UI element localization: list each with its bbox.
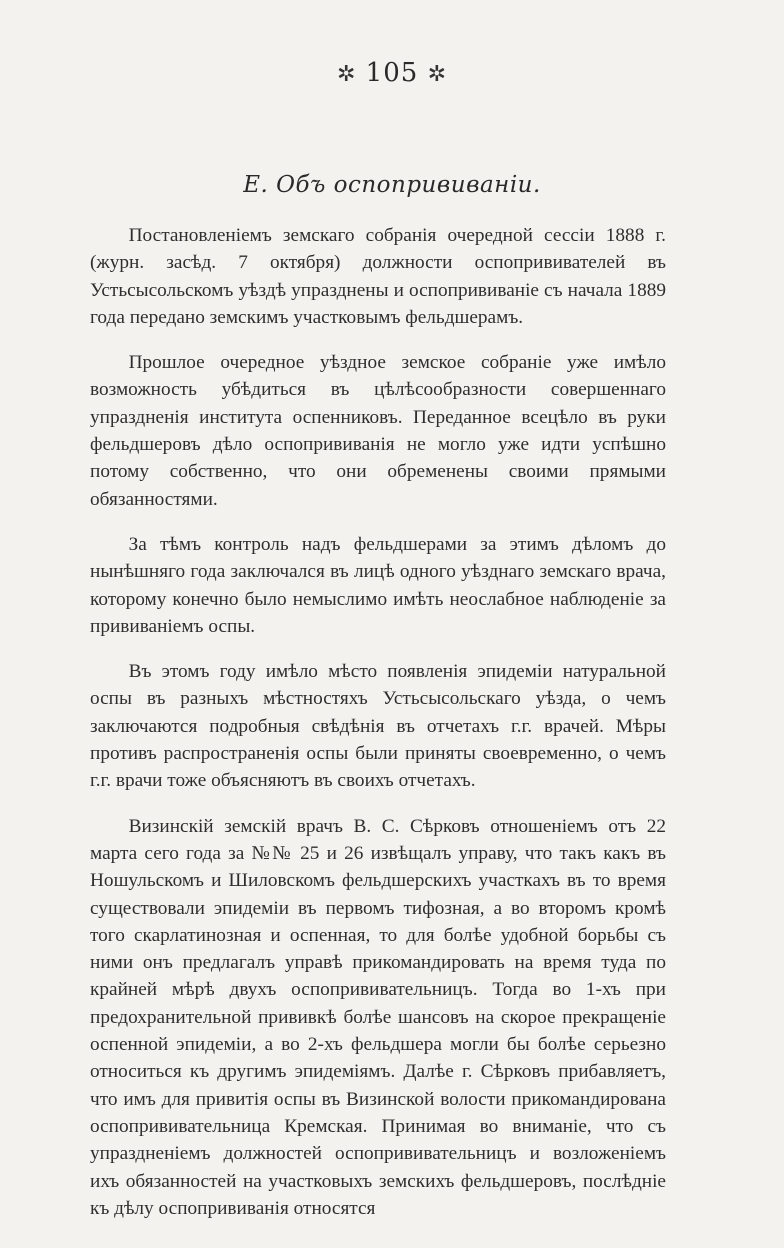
paragraph-2: Прошлое очередное уѣздное земское собраніе уже имѣло возможность убѣдиться въ цѣлѣсообразности совершеннаго упраздненія института оспенниковъ. Переданное всецѣло въ руки фельдшеровъ дѣло оспопрививанія не могло уже идти успѣшно потому собственно, что они обременены своими прямыми обязанностями. <box>90 352 666 510</box>
paragraph-4: Въ этомъ году имѣло мѣсто появленія эпидеміи натуральной оспы въ разныхъ мѣстностяхъ Устьсысольскаго уѣзда, о чемъ заключаются подробныя свѣдѣнія въ отчетахъ г.г. врачей. Мѣры противъ распространенія оспы были приняты своевременно, о чемъ г.г. врачи тоже объясняютъ въ своихъ отчетахъ. <box>90 661 666 792</box>
page-number-header <box>0 58 784 88</box>
paragraph-1: Постановленіемъ земскаго собранія очередной сессіи 1888 г. (журн. засѣд. 7 октября) должности оспопрививателей въ Устьсысольскомъ уѣздѣ упразднены и оспопрививаніе съ начала 1889 года передано земскимъ участковымъ фельдшерамъ. <box>90 225 666 328</box>
ornament-right-icon: ✲ <box>427 62 448 87</box>
ornament-left-icon: ✲ <box>336 62 357 87</box>
body-text <box>90 222 666 1240</box>
page-number: 105 <box>365 58 419 88</box>
section-title: Е. Объ оспопрививаніи. <box>243 172 541 198</box>
paragraph-3: За тѣмъ контроль надъ фельдшерами за этимъ дѣломъ до нынѣшняго года заключался въ лицѣ одного уѣзднаго земскаго врача, которому конечно было немыслимо имѣть неослабное наблюденіе за прививаніемъ оспы. <box>90 533 666 637</box>
paragraph-5: Визинскій земскій врачъ В. С. Сѣрковъ отношеніемъ отъ 22 марта сего года за №№ 25 и 26 извѣщалъ управу, что такъ какъ въ Ношульскомъ и Шиловскомъ фельдшерскихъ участкахъ въ то время существовали эпидеміи въ первомъ тифозная, а во второмъ кромѣ того скарлатинозная и оспенная, то для болѣе удобной борьбы съ ними онъ предлагалъ управѣ прикомандировать на время туда по крайней мѣрѣ двухъ оспопрививательницъ. Тогда во 1-хъ при предохранительной прививкѣ болѣе шансовъ на скорое прекращеніе оспенной эпидеміи, а во 2-хъ фельдшера могли бы болѣе серьезно относиться къ другимъ эпидеміямъ. Далѣе г. Сѣрковъ прибавляетъ, что имъ для привитія оспы въ Визинской волости прикомандирована оспопрививательница Кремская. Принимая во вниманіе, что съ упраздненіемъ должностей оспопрививательницъ и возложеніемъ ихъ обязанностей на участковыхъ земскихъ фельдшеровъ, послѣдніе къ дѣлу оспопрививанія относятся <box>90 815 666 1219</box>
